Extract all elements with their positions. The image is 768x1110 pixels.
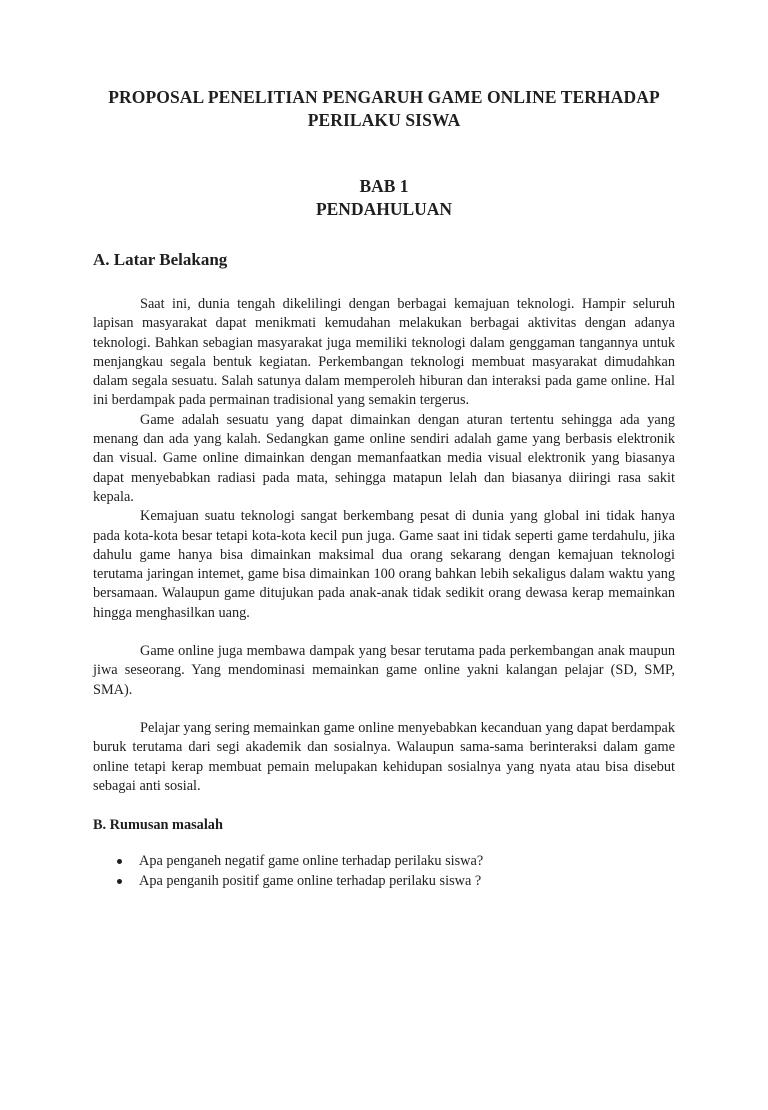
chapter-title: PENDAHULUAN (315, 199, 453, 219)
list-item (117, 872, 675, 891)
chapter-heading (93, 175, 675, 221)
document-page (0, 86, 768, 1110)
bullet-icon (117, 879, 122, 884)
paragraph: Game online juga membawa dampak yang besar terutama pada perkembangan anak maupun jiwa seseorang. Yang mendominasi memainkan game online yakni kalangan pelajar (SD, SMP, SMA). (93, 643, 675, 698)
paragraph: Pelajar yang sering memainkan game online menyebabkan kecanduan yang dapat berdampak buruk terutama dari segi akademik dan sosialnya. Walaupun sama-sama berinteraksi dalam game online tetapi kerap membuat pemain melupakan kehidupan sosialnya yang nyata atau bisa disebut sebagai anti sosial. (93, 719, 675, 794)
list-item-text: Apa penganih positif game online terhadap perilaku siswa ? (139, 872, 482, 889)
paragraph: Game adalah sesuatu yang dapat dimainkan dengan aturan tertentu sehingga ada yang menang dan ada yang kalah. Sedangkan game online sendiri adalah game yang berbasis elektronik dan visual. Game online dimainkan dengan memanfaatkan media visual elektronik yang biasanya dapat menyebabkan radiasi pada mata, sehingga matapun lelah dan biasanya diiringi rasa sakit kepala. (93, 411, 675, 505)
bullet-icon (117, 859, 122, 864)
document-title-line-2: PERILAKU SISWA (307, 110, 461, 130)
paragraph: Kemajuan suatu teknologi sangat berkembang pesat di dunia yang global ini tidak hanya pada kota-kota besar tetapi kota-kota kecil pun juga. Game saat ini tidak seperti game terdahulu, jika dahulu game hanya bisa dimainkan maksimal dua orang sekarang dengan kemajuan teknologi terutama jaringan intemet, game bisa dimainkan 100 orang bahkan lebih sekaligus dalam waktu yang bersamaan. Walaupun game ditujukan pada anak-anak tidak sedikit orang dewasa kerap memainkan hingga menghasilkan uang. (93, 508, 675, 621)
section-b-heading: B. Rumusan masalah (93, 817, 223, 834)
research-questions-list (93, 852, 675, 891)
paragraph: Saat ini, dunia tengah dikelilingi dengan berbagai kemajuan teknologi. Hampir seluruh lapisan masyarakat dapat menikmati kemudahan melakukan berbagai aktivitas dengan adanya teknologi. Bahkan sebagian masyarakat juga memiliki teknologi dalam genggaman tangannya untuk menjangkau segala bentuk kegiatan. Perkembangan teknologi membuat masyarakat dimudahkan dalam segala sesuatu. Salah satunya dalam memperoleh hiburan dan interaksi pada game online. Hal ini berdampak pada permainan tradisional yang semakin tergerus. (93, 296, 675, 409)
list-item-text: Apa penganeh negatif game online terhadap perilaku siswa? (139, 853, 484, 870)
list-item (117, 852, 675, 871)
chapter-number: BAB 1 (359, 176, 409, 196)
section-a-heading: A. Latar Belakang (93, 250, 228, 269)
document-title (93, 86, 675, 132)
document-title-line-1: PROPOSAL PENELITIAN PENGARUH GAME ONLINE TERHADAP (108, 87, 660, 107)
